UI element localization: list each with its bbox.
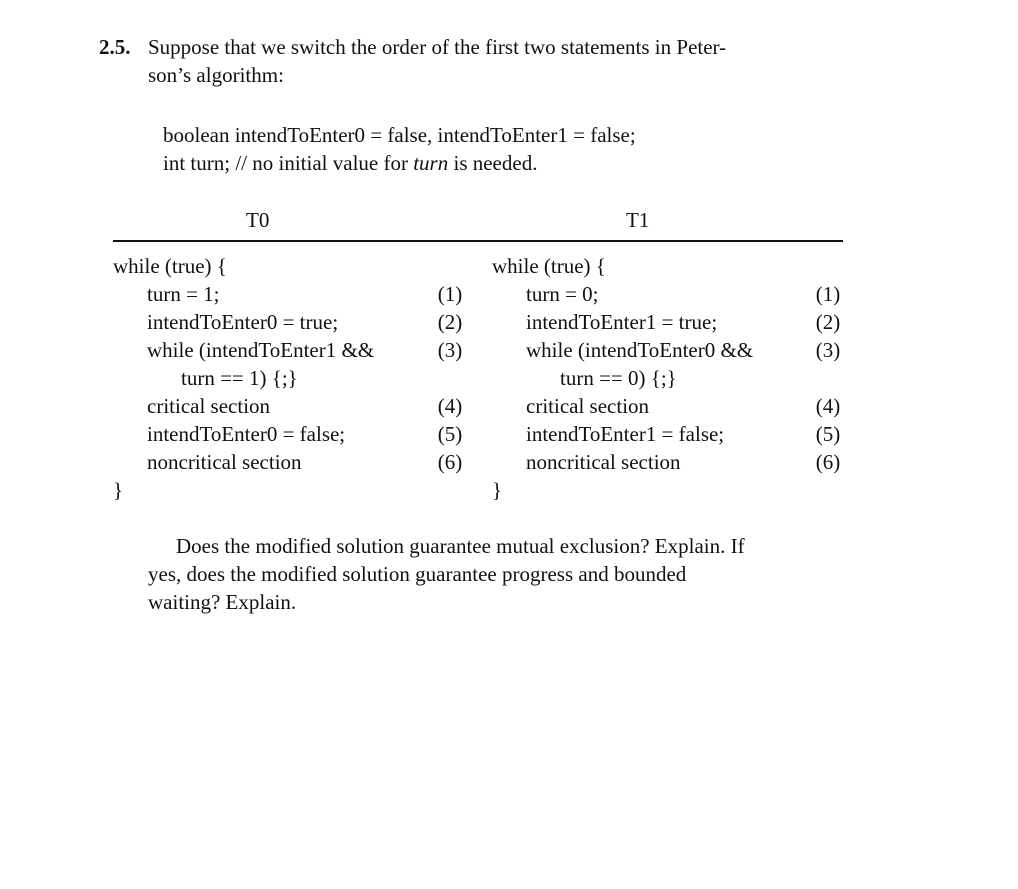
declaration-line-2 [163,149,537,177]
t0-num-5: (5) [437,422,463,446]
declaration-text: int turn; // no initial value for [163,151,414,175]
t1-num-6: (6) [815,450,841,474]
question-paragraph [148,532,868,616]
t0-num-4: (4) [437,394,463,418]
t1-while-open: while (true) { [492,254,606,278]
question-line-1: Does the modified solution guarantee mutual exclusion? Explain. If [176,534,745,558]
t0-num-6: (6) [437,450,463,474]
t1-stmt-3-cont: turn == 0) {;} [560,366,677,390]
t0-stmt-2: intendToEnter0 = true; [147,310,339,334]
t0-stmt-6: noncritical section [147,450,302,474]
problem-number: 2.5. [99,35,131,59]
t0-while-open: while (true) { [113,254,227,278]
problem-intro [148,33,868,89]
t1-stmt-1: turn = 0; [526,282,599,306]
t0-num-1: (1) [437,282,463,306]
t0-stmt-3-cont: turn == 1) {;} [181,366,298,390]
t1-num-1: (1) [815,282,841,306]
t0-while-close: } [113,478,124,502]
table-header-rule [113,240,843,242]
header-t0: T0 [246,208,270,232]
header-t1: T1 [626,208,650,232]
t0-stmt-4: critical section [147,394,271,418]
declaration-text-end: is needed. [448,151,538,175]
t1-num-2: (2) [815,310,841,334]
t1-stmt-3: while (intendToEnter0 && [526,338,754,362]
problem-intro-line-1: Suppose that we switch the order of the first two statements in Peter- [148,35,727,59]
t1-stmt-2: intendToEnter1 = true; [526,310,718,334]
t1-while-close: } [492,478,503,502]
question-line-3: waiting? Explain. [148,590,297,614]
question-line-2: yes, does the modified solution guarantee progress and bounded [148,562,687,586]
t1-num-5: (5) [815,422,841,446]
t0-stmt-5: intendToEnter0 = false; [147,422,346,446]
t1-stmt-4: critical section [526,394,650,418]
t0-num-3: (3) [437,338,463,362]
t0-num-2: (2) [437,310,463,334]
t1-stmt-5: intendToEnter1 = false; [526,422,725,446]
t1-stmt-6: noncritical section [526,450,681,474]
t0-stmt-1: turn = 1; [147,282,220,306]
t0-stmt-3: while (intendToEnter1 && [147,338,375,362]
declaration-italic-turn: turn [413,151,449,175]
t1-num-3: (3) [815,338,841,362]
t1-num-4: (4) [815,394,841,418]
problem-intro-line-2: son’s algorithm: [148,63,284,87]
declaration-line-1: boolean intendToEnter0 = false, intendToEnter1 = false; [163,123,636,147]
